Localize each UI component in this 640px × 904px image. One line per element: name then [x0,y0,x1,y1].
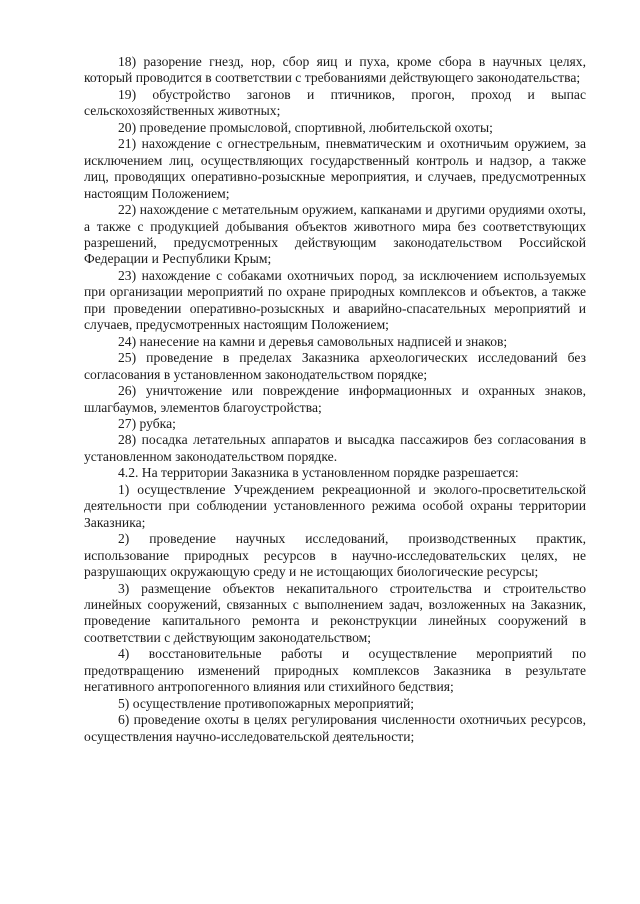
allowed-item-6: 6) проведение охоты в целях регулирования численности охотничьих ресурсов, осуществления научно-исследовательской деятельности; [84,712,586,744]
allowed-item-1: 1) осуществление Учреждением рекреационной и эколого-просветительской деятельности при соблюдении установленного режима особой охраны территории Заказника; [84,481,586,530]
list-item-23: 23) нахождение с собаками охотничьих пород, за исключением используемых при организации мероприятий по охране природных комплексов и объектов, а также при проведении оперативно-розыскных и аварийно-спасательных мероприятий и случаев, предусмотренных настоящим Положением; [84,267,586,333]
list-item-21: 21) нахождение с огнестрельным, пневматическим и охотничьим оружием, за исключением лиц, осуществляющих государственный контроль и надзор, а также лиц, проводящих оперативно-розыскные мероприятия, и случаев, предусмотренных настоящим Положением; [84,136,586,201]
allowed-item-4: 4) восстановительные работы и осуществление мероприятий по предотвращению изменений природных комплексов Заказника в результате негативного антропогенного влияния или стихийного бедствия; [84,646,586,695]
list-item-22: 22) нахождение с метательным оружием, капканами и другими орудиями охоты, а также с продукцией добывания объектов животного мира без соответствующих разрешений, предусмотренных действующим законодательством Российской Федерации и Республики Крым; [84,202,586,267]
list-item-18: 18) разорение гнезд, нор, сбор яиц и пуха, кроме сбора в научных целях, который проводится в соответствии с требованиями действующего законодательства; [84,54,586,86]
list-item-26: 26) уничтожение или повреждение информационных и охранных знаков, шлагбаумов, элементов благоустройства; [84,383,586,415]
document-page [84,54,586,745]
list-item-27: 27) рубка; [118,415,176,431]
list-item-20: 20) проведение промысловой, спортивной, любительской охоты; [118,119,493,135]
list-item-25: 25) проведение в пределах Заказника археологических исследований без согласования в установленном законодательством порядке; [84,350,586,382]
allowed-item-5: 5) осуществление противопожарных мероприятий; [118,695,415,711]
list-item-28: 28) посадка летательных аппаратов и высадка пассажиров без согласования в установленном законодательством порядке. [84,432,586,464]
section-heading-4-2: 4.2. На территории Заказника в установленном порядке разрешается: [118,465,519,481]
allowed-item-2: 2) проведение научных исследований, производственных практик, использование природных ресурсов в научно-исследовательских целях, не разрушающих окружающую среду и не истощающих биологические ресурсы; [84,531,586,580]
allowed-item-3: 3) размещение объектов некапитального строительства и строительство линейных сооружений, связанных с выполнением задач, возложенных на Заказник, проведение капитального ремонта и реконструкции линейных сооружений в соответствии с действующим законодательством; [84,580,586,645]
list-item-19: 19) обустройство загонов и птичников, прогон, проход и выпас сельскохозяйственных животных; [84,86,586,119]
list-item-24: 24) нанесение на камни и деревья самовольных надписей и знаков; [118,333,508,349]
